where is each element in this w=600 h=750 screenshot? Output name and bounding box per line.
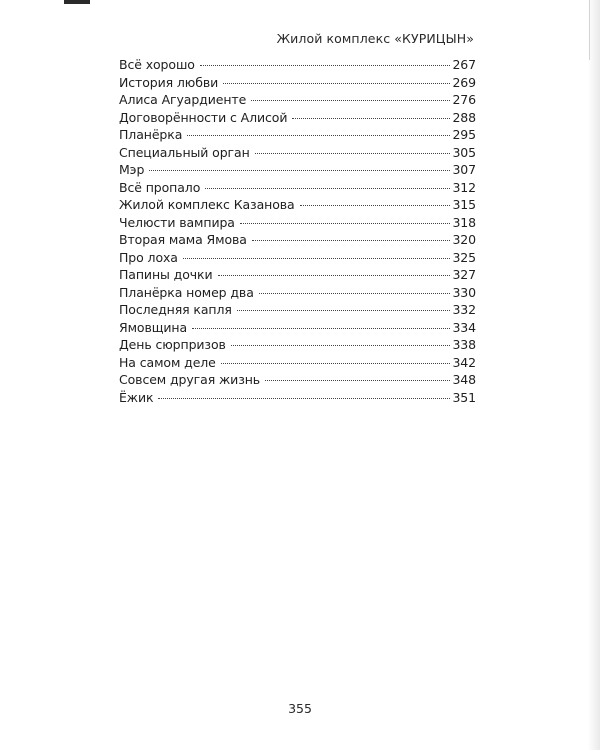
toc-leader-dots [200,64,451,66]
toc-leader-dots [252,239,451,241]
toc-leader-dots [158,397,450,399]
toc-entry-title: Договорённости с Алисой [119,109,288,125]
toc-leader-dots [231,344,451,346]
toc-entry-page: 307 [452,162,476,177]
toc-entry [119,109,476,127]
toc-entry [119,144,476,162]
toc-entry-page: 288 [452,109,476,125]
page-edge [588,0,600,750]
toc-entry-title: Вторая мама Ямова [119,232,247,247]
toc-entry-title: Челюсти вампира [119,214,235,230]
toc-entry [119,74,476,92]
toc-entry-page: 330 [452,284,476,300]
toc-entry-page: 315 [452,197,476,212]
toc-entry-page: 312 [452,179,476,195]
toc-entry-title: Ёжик [119,389,154,405]
toc-leader-dots [192,327,450,329]
toc-entry [119,266,476,284]
toc-entry-page: 325 [452,249,476,265]
toc-leader-dots [292,117,450,119]
toc-entry-page: 269 [452,74,476,90]
table-of-contents [119,56,476,406]
toc-entry-page: 338 [452,337,476,352]
toc-entry [119,56,476,74]
toc-entry-title: Про лоха [119,249,178,265]
toc-entry-title: Ямовщина [119,319,188,335]
page-edge-line [589,0,590,60]
toc-entry-title: Папины дочки [119,267,213,282]
toc-leader-dots [221,362,451,364]
toc-leader-dots [237,309,451,311]
toc-entry [119,284,476,302]
toc-entry [119,214,476,232]
toc-entry-page: 351 [452,389,476,405]
toc-entry [119,126,476,144]
toc-leader-dots [187,134,450,136]
toc-leader-dots [251,99,450,101]
toc-entry [119,354,476,372]
running-header: Жилой комплекс «КУРИЦЫН» [276,31,474,46]
toc-entry-page: 334 [452,319,476,335]
toc-leader-dots [240,222,451,224]
toc-entry [119,231,476,249]
toc-entry [119,336,476,354]
toc-entry [119,249,476,267]
toc-entry-page: 348 [452,372,476,387]
toc-leader-dots [218,274,451,276]
toc-entry-title: Жилой комплекс Казанова [119,197,295,212]
toc-entry [119,179,476,197]
toc-entry [119,301,476,319]
toc-leader-dots [149,169,450,171]
toc-entry-title: История любви [119,74,219,90]
toc-leader-dots [255,152,451,154]
toc-entry-title: Алиса Агуардиенте [119,92,247,107]
toc-entry-page: 276 [452,92,476,107]
toc-entry-page: 327 [452,267,476,282]
toc-leader-dots [300,204,451,206]
toc-entry-title: Планёрка номер два [119,284,254,300]
toc-entry-title: Совсем другая жизнь [119,372,261,387]
toc-entry [119,319,476,337]
toc-entry [119,91,476,109]
toc-leader-dots [223,82,450,84]
toc-entry-page: 320 [452,232,476,247]
toc-entry-title: День сюрпризов [119,337,226,352]
scan-corner-mark [64,0,90,4]
toc-entry-page: 295 [452,127,476,142]
toc-entry [119,161,476,179]
toc-entry [119,389,476,407]
toc-entry [119,371,476,389]
toc-entry [119,196,476,214]
toc-entry-title: Планёрка [119,127,183,142]
toc-entry-title: На самом деле [119,354,216,370]
toc-entry-page: 342 [452,354,476,370]
toc-leader-dots [259,292,451,294]
toc-entry-page: 267 [452,57,476,72]
toc-entry-title: Мэр [119,162,145,177]
toc-leader-dots [183,257,451,259]
toc-entry-page: 305 [452,144,476,160]
toc-entry-title: Специальный орган [119,144,250,160]
page-number: 355 [288,701,312,716]
toc-entry-page: 318 [452,214,476,230]
toc-entry-page: 332 [452,302,476,317]
toc-entry-title: Всё хорошо [119,57,195,72]
toc-entry-title: Последняя капля [119,302,232,317]
toc-leader-dots [265,379,450,381]
toc-entry-title: Всё пропало [119,179,201,195]
toc-leader-dots [205,187,450,189]
